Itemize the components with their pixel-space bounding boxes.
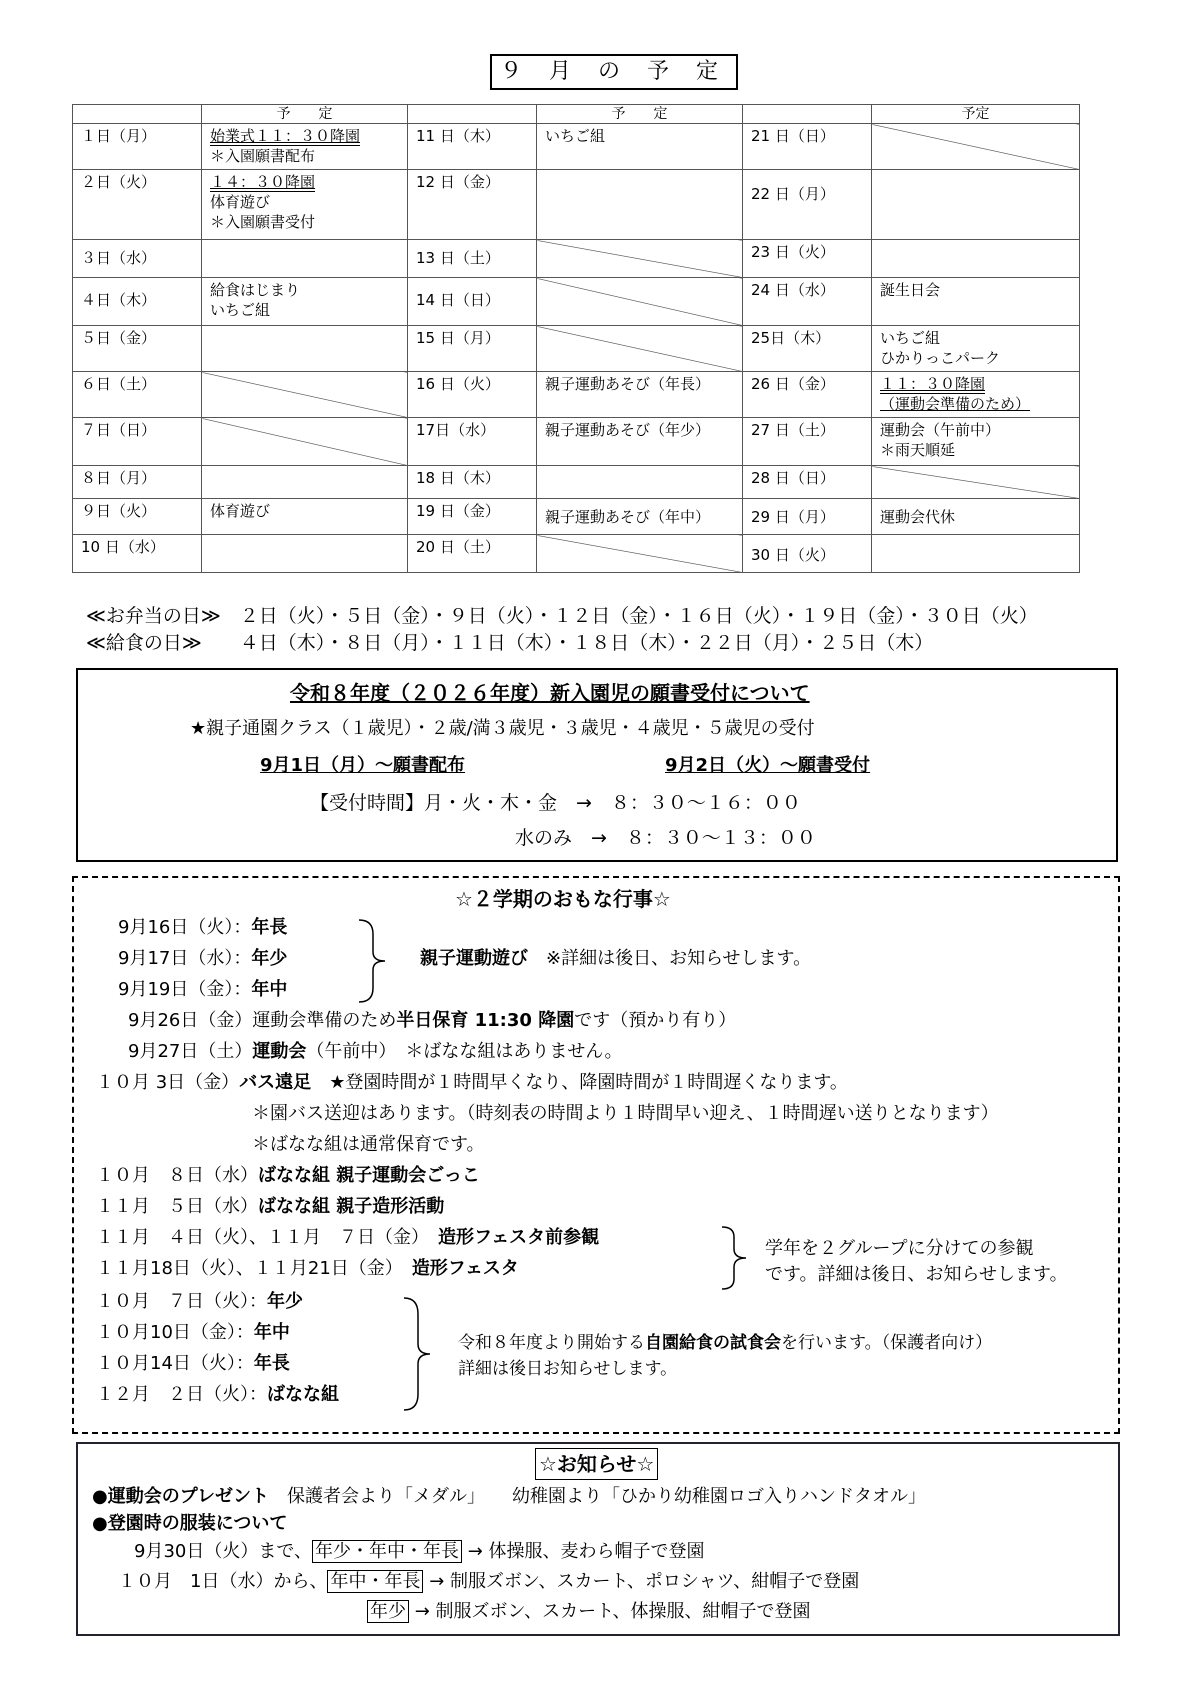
- event-cell-blank: [537, 326, 743, 372]
- event-line: 9月26日（金）運動会準備のため半日保育 11:30 降園です（預かり有り）: [128, 1010, 737, 1031]
- event-text: １４：３０降園: [210, 173, 316, 191]
- event-text: 始業式１１：３０降園: [210, 127, 361, 145]
- date-cell: 28 日（日）: [743, 466, 872, 499]
- date-cell: 30 日（火）: [743, 535, 872, 573]
- date-cell: 22 日（月）: [743, 170, 872, 240]
- calendar-row: [73, 499, 1080, 535]
- event-text: ＊入園願書配布: [210, 147, 316, 165]
- calendar-row: [73, 240, 1080, 278]
- event-cell: 誕生日会: [872, 278, 1080, 326]
- event-text: いちご組: [880, 329, 941, 347]
- event-cell-blank: [537, 535, 743, 573]
- calendar-row: [73, 372, 1080, 418]
- event-text: ひかりっこパーク: [880, 349, 1001, 367]
- event-cell: [537, 466, 743, 499]
- date-cell: 27 日（土）: [743, 418, 872, 466]
- group-note-2: です。詳細は後日、お知らせします。: [765, 1264, 1068, 1285]
- event-cell: 親子運動あそび（年中）: [537, 499, 743, 535]
- bento-days: ≪お弁当の日≫ ２日（火）・５日（金）・９日（火）・１２日（金）・１６日（火）・１９日（金）・３０日（火）: [86, 605, 1038, 627]
- event-cell: 体育遊び: [202, 499, 408, 535]
- notice-line: １０月 1日（水）から、 年中・年長 → 制服ズボン、スカート、ポロシャツ、紺帽子で登園: [118, 1571, 860, 1592]
- event-line: １１月 ４日（火）、１１月 ７日（金） 造形フェスタ前参観: [96, 1227, 600, 1248]
- date-cell: 15 日（月）: [408, 326, 537, 372]
- brace-icon: [355, 916, 395, 1006]
- event-cell: [202, 170, 408, 240]
- event-line: １２月 ２日（火）：ばなな組: [96, 1384, 339, 1405]
- date-cell: 17日（水）: [408, 418, 537, 466]
- date-cell: 16 日（火）: [408, 372, 537, 418]
- event-cell: [872, 170, 1080, 240]
- event-line: １０月14日（火）：年長: [96, 1353, 290, 1374]
- date-cell: 23 日（火）: [743, 240, 872, 278]
- accept-date: 9月2日（火）～願書受付: [665, 755, 871, 776]
- notice-line: 年少 → 制服ズボン、スカート、体操服、紺帽子で登園: [367, 1599, 810, 1625]
- event-line: １０月 ８日（水）ばなな組 親子運動会ごっこ: [96, 1165, 480, 1186]
- event-cell-blank: [537, 278, 743, 326]
- event-cell: [872, 240, 1080, 278]
- date-cell: 13 日（土）: [408, 240, 537, 278]
- event-cell: 親子運動あそび（年長）: [537, 372, 743, 418]
- event-text: ＊入園願書受付: [210, 213, 316, 231]
- event-cell-blank: [872, 466, 1080, 499]
- date-cell: ７日（日）: [73, 418, 202, 466]
- event-line: １０月 3日（金）バス遠足 ★登園時間が１時間早くなり、降園時間が１時間遅くなります。: [96, 1072, 848, 1093]
- event-cell-blank: [202, 418, 408, 466]
- event-line: 9月19日（金）：年中: [118, 979, 288, 1000]
- date-cell: ６日（土）: [73, 372, 202, 418]
- hours-line-2: 水のみ → ８：３０～１３：００: [515, 827, 816, 849]
- group-note-1: 学年を２グループに分けての参観: [765, 1238, 1034, 1259]
- brace-icon: [718, 1223, 758, 1293]
- event-cell: [202, 278, 408, 326]
- event-text: 給食はじまり: [210, 281, 301, 299]
- date-cell: １日（月）: [73, 124, 202, 170]
- event-text: 体育遊び: [210, 193, 271, 211]
- event-cell: [872, 418, 1080, 466]
- event-text: いちご組: [210, 301, 271, 319]
- date-cell: 26 日（金）: [743, 372, 872, 418]
- event-line: １０月10日（金）：年中: [96, 1322, 290, 1343]
- header-plan-3: 予定: [872, 105, 1080, 124]
- date-cell: 20 日（土）: [408, 535, 537, 573]
- page-title: ９ 月 の 予 定: [490, 54, 738, 90]
- tasting-line-1: 令和８年度より開始する自園給食の試食会を行います。（保護者向け）: [458, 1333, 993, 1353]
- calendar-row: [73, 466, 1080, 499]
- date-cell: 25日（木）: [743, 326, 872, 372]
- event-text: １１：３０降園: [880, 375, 986, 393]
- notice-line: 9月30日（火）まで、 年少・年中・年長 → 体操服、麦わら帽子で登園: [134, 1541, 705, 1562]
- date-cell: 19 日（金）: [408, 499, 537, 535]
- calendar-row: [73, 170, 1080, 240]
- event-cell: [872, 326, 1080, 372]
- date-cell: 11 日（木）: [408, 124, 537, 170]
- date-cell: 29 日（月）: [743, 499, 872, 535]
- distribute-date: 9月1日（月）～願書配布: [260, 755, 466, 776]
- header-plan-1: 予 定: [202, 105, 408, 124]
- event-cell: [872, 372, 1080, 418]
- date-cell: ５日（金）: [73, 326, 202, 372]
- application-title: 令和８年度（２０２６年度）新入園児の願書受付について: [290, 681, 810, 705]
- calendar-row: [73, 124, 1080, 170]
- notice-line: ●登園時の服装について: [92, 1513, 288, 1534]
- event-cell: [202, 466, 408, 499]
- date-cell: ４日（木）: [73, 278, 202, 326]
- lunch-days: ≪給食の日≫ ４日（木）・８日（月）・１１日（木）・１８日（木）・２２日（月）・２５日（木）: [86, 632, 934, 654]
- event-line: １１月 ５日（水）ばなな組 親子造形活動: [96, 1196, 445, 1217]
- event-text: 運動会（午前中）: [880, 421, 1001, 439]
- brace-icon: [400, 1294, 440, 1414]
- date-cell: 14 日（日）: [408, 278, 537, 326]
- date-cell: ３日（水）: [73, 240, 202, 278]
- hours-line-1: 【受付時間】月・火・木・金 → ８：３０～１６：００: [310, 792, 801, 814]
- calendar-row: [73, 326, 1080, 372]
- event-cell-blank: [202, 372, 408, 418]
- date-cell: 10 日（水）: [73, 535, 202, 573]
- date-cell: 12 日（金）: [408, 170, 537, 240]
- notice-title: ☆お知らせ☆: [535, 1448, 658, 1480]
- event-line: １０月 ７日（火）：年少: [96, 1291, 303, 1312]
- calendar-row: [73, 418, 1080, 466]
- event-line: １１月18日（火）、１１月21日（金） 造形フェスタ: [96, 1258, 519, 1279]
- calendar-row: [73, 535, 1080, 573]
- events-title: ☆２学期のおもな行事☆: [455, 887, 671, 911]
- application-classes: ★親子通園クラス（１歳児）・２歳/満３歳児・３歳児・４歳児・５歳児の受付: [190, 718, 815, 739]
- date-cell: ２日（火）: [73, 170, 202, 240]
- event-cell: [537, 170, 743, 240]
- event-cell: [202, 326, 408, 372]
- header-plan-2: 予 定: [537, 105, 743, 124]
- event-cell: [202, 124, 408, 170]
- date-cell: ９日（火）: [73, 499, 202, 535]
- event-cell: いちご組: [537, 124, 743, 170]
- date-cell: ８日（月）: [73, 466, 202, 499]
- notice-line: ●運動会のプレゼント 保護者会より「メダル」 幼稚園より「ひかり幼稚園ロゴ入りハンドタオル」: [92, 1486, 926, 1507]
- event-text: ＊雨天順延: [880, 441, 956, 459]
- event-line: ＊ばなな組は通常保育です。: [252, 1134, 485, 1155]
- event-line: 9月27日（土）運動会（午前中） ＊ばなな組はありません。: [128, 1041, 623, 1062]
- event-cell-blank: [872, 124, 1080, 170]
- event-line: 9月17日（水）：年少: [118, 948, 288, 969]
- date-cell: 21 日（日）: [743, 124, 872, 170]
- event-text: （運動会準備のため）: [880, 395, 1031, 413]
- date-cell: 24 日（水）: [743, 278, 872, 326]
- tasting-line-2: 詳細は後日お知らせします。: [458, 1359, 678, 1379]
- oyako-line: 親子運動遊び ※詳細は後日、お知らせします。: [420, 948, 812, 969]
- event-cell: [202, 535, 408, 573]
- event-cell-blank: [537, 240, 743, 278]
- calendar-row: [73, 278, 1080, 326]
- event-cell: [202, 240, 408, 278]
- september-calendar: [72, 104, 1080, 573]
- event-line: ＊園バス送迎はあります。（時刻表の時間より１時間早い迎え、１時間遅い送りとなります）: [252, 1103, 999, 1124]
- date-cell: 18 日（木）: [408, 466, 537, 499]
- event-cell: 運動会代休: [872, 499, 1080, 535]
- event-cell: 親子運動あそび（年少）: [537, 418, 743, 466]
- event-cell: [872, 535, 1080, 573]
- event-line: 9月16日（火）：年長: [118, 917, 288, 938]
- calendar-header: [73, 105, 1080, 124]
